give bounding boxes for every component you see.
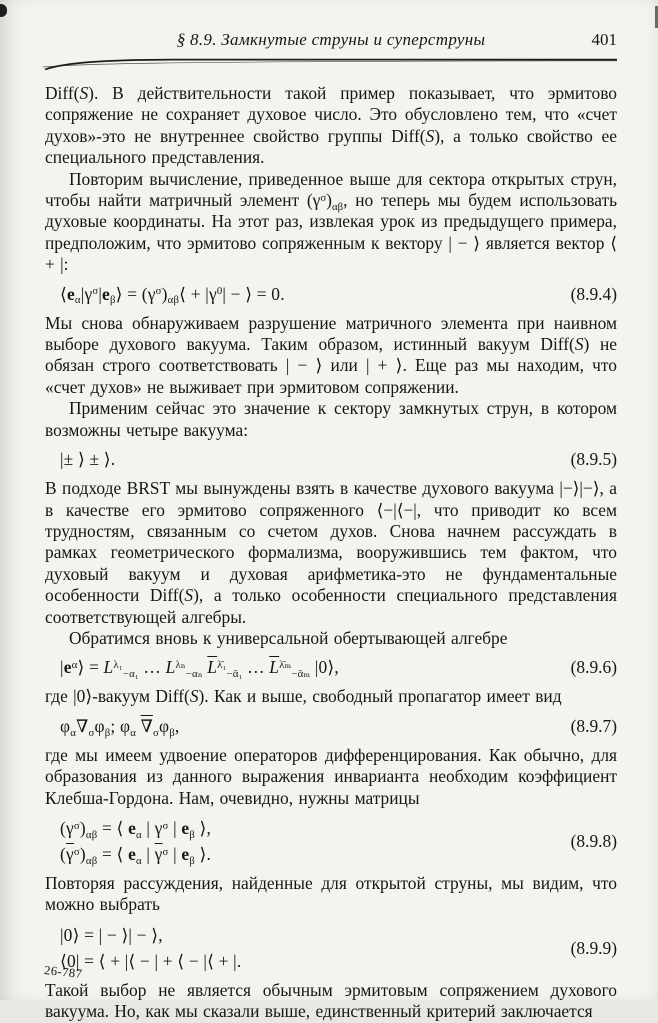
header-rule bbox=[0, 54, 658, 71]
page-header bbox=[0, 0, 658, 54]
equation-body: $(\overline{\gamma}^\sigma)_{\alpha\beta}$ = ⟨ $e_\alpha$ | $\overline{\gamma}^\sigma$ | $e_\beta$ ⟩. bbox=[60, 843, 212, 867]
equation-number: (8.9.7) bbox=[570, 715, 617, 736]
paragraph: Такой выбор не является обычным эрмитовым сопряжением духового вакуума. Но, как мы сказали выше, единственный критерий заключается bbox=[45, 979, 617, 1022]
equation-number: (8.9.9) bbox=[570, 937, 617, 958]
section-title: § 8.9. Замкнутые струны и суперструны bbox=[176, 30, 486, 49]
paragraph: Обратимся вновь к универсальной обертывающей алгебре bbox=[69, 627, 508, 648]
paragraph: Применим сейчас это значение к сектору замкнутых струн, в котором возможны четыре вакуума: bbox=[45, 398, 617, 440]
page-body bbox=[0, 71, 658, 1023]
equation-body: |± ⟩ ± ⟩. bbox=[60, 449, 116, 470]
paragraph: Повторим вычисление, приведенное выше для сектора открытых струн, чтобы найти матричный элемент $(\gamma^\sigma)_{\alpha\beta}$, но теперь мы будем использовать духовые координаты. На этот раз, извлекая урок из предыдущего примера, предположим, что эрмитово сопряженным к вектору | − ⟩ является вектор ⟨ + |: bbox=[45, 168, 617, 275]
equation-body: ⟨0| = ⟨ + |⟨ − | + ⟨ − |⟨ + |. bbox=[60, 950, 242, 971]
paragraph: Повторяя рассуждения, найденные для открытой струны, мы видим, что можно выбрать bbox=[45, 872, 617, 915]
equation-body: |0⟩ = | − ⟩| − ⟩, bbox=[60, 924, 163, 945]
equation-number: (8.9.5) bbox=[570, 449, 617, 470]
equation-number: (8.9.8) bbox=[570, 830, 617, 851]
equation-8-9-7 bbox=[45, 714, 617, 739]
paragraph: где |0⟩-вакуум Diff(S). Как и выше, свободный пропагатор имеет вид bbox=[45, 686, 562, 707]
header-rule-line bbox=[43, 56, 617, 71]
equation-8-9-4 bbox=[45, 282, 617, 307]
paragraph: Diff(S). В действительности такой пример показывает, что эрмитово сопряжение не сохраняет духовое число. Это обусловлено тем, что «счет духов»-это не внутреннее свойство группы Diff(S), а только свойство ее специального представления. bbox=[45, 83, 617, 168]
equation-8-9-5 bbox=[45, 447, 617, 472]
paragraph: Мы снова обнаруживаем разрушение матричного элемента при наивном выборе духового вакуума. Таким образом, истинный вакуум Diff(S) не обязан строго соответствовать | − ⟩ или | + ⟩. Еще раз мы находим, что «счет духов» не выживает при эрмитовом сопряжении. bbox=[45, 312, 617, 397]
equation-8-9-8 bbox=[45, 815, 617, 867]
page-number: 401 bbox=[591, 30, 617, 49]
equation-8-9-9 bbox=[45, 922, 617, 974]
paragraph: где мы имеем удвоение операторов дифференцирования. Как обычно, для образования из данного выражения инварианта необходим коэффициент Клебша-Гордона. Нам, очевидно, нужны матрицы bbox=[45, 744, 617, 808]
equation-number: (8.9.6) bbox=[570, 657, 617, 678]
paragraph: В подходе BRST мы вынуждены взять в качестве духового вакуума |−⟩|−⟩, а в качестве его эрмитово сопряженного ⟨−|⟨−|, что приводит ко всем трудностям, связанным со счетом духов. Снова начнем рассуждать в рамках геометрического формализма, вооружившись тем фактом, что духовый вакуум и духовая арифметика-это не фундаментальные особенности Diff(S), а только особенности специального представления соответствующей алгебры. bbox=[45, 478, 617, 627]
equation-number: (8.9.4) bbox=[570, 283, 617, 304]
equation-body: $|e^\alpha⟩ = L^{\lambda_1}_{-\alpha_1}$ … $L^{\lambda_n}_{-\alpha_n}$ $\overline{L}^{\lambdā_1}_{-ᾱ_1}$ … $\overline{L}^{\lambdā_m}_{-ᾱ_m}$ |0⟩, bbox=[60, 657, 339, 681]
equation-body: $(\gamma^\sigma)_{\alpha\beta}$ = ⟨ $e_\alpha$ | $\gamma^\sigma$ | $e_\beta$ ⟩, bbox=[60, 817, 212, 841]
equation-8-9-6 bbox=[45, 655, 617, 680]
print-signature: 26-787 bbox=[43, 963, 84, 981]
equation-body: $⟨e_\alpha|\gamma^\sigma|e_\beta⟩$ = $(\gamma^\sigma)_{\alpha\beta}⟨ + |\gamma^0|$ − ⟩ = 0. bbox=[60, 283, 285, 307]
equation-body: $\varphi_\alpha\nabla_\sigma\varphi_\beta$; $\varphi_\alpha$ $\nabla_\sigma\varphi_\beta$, bbox=[60, 715, 180, 739]
